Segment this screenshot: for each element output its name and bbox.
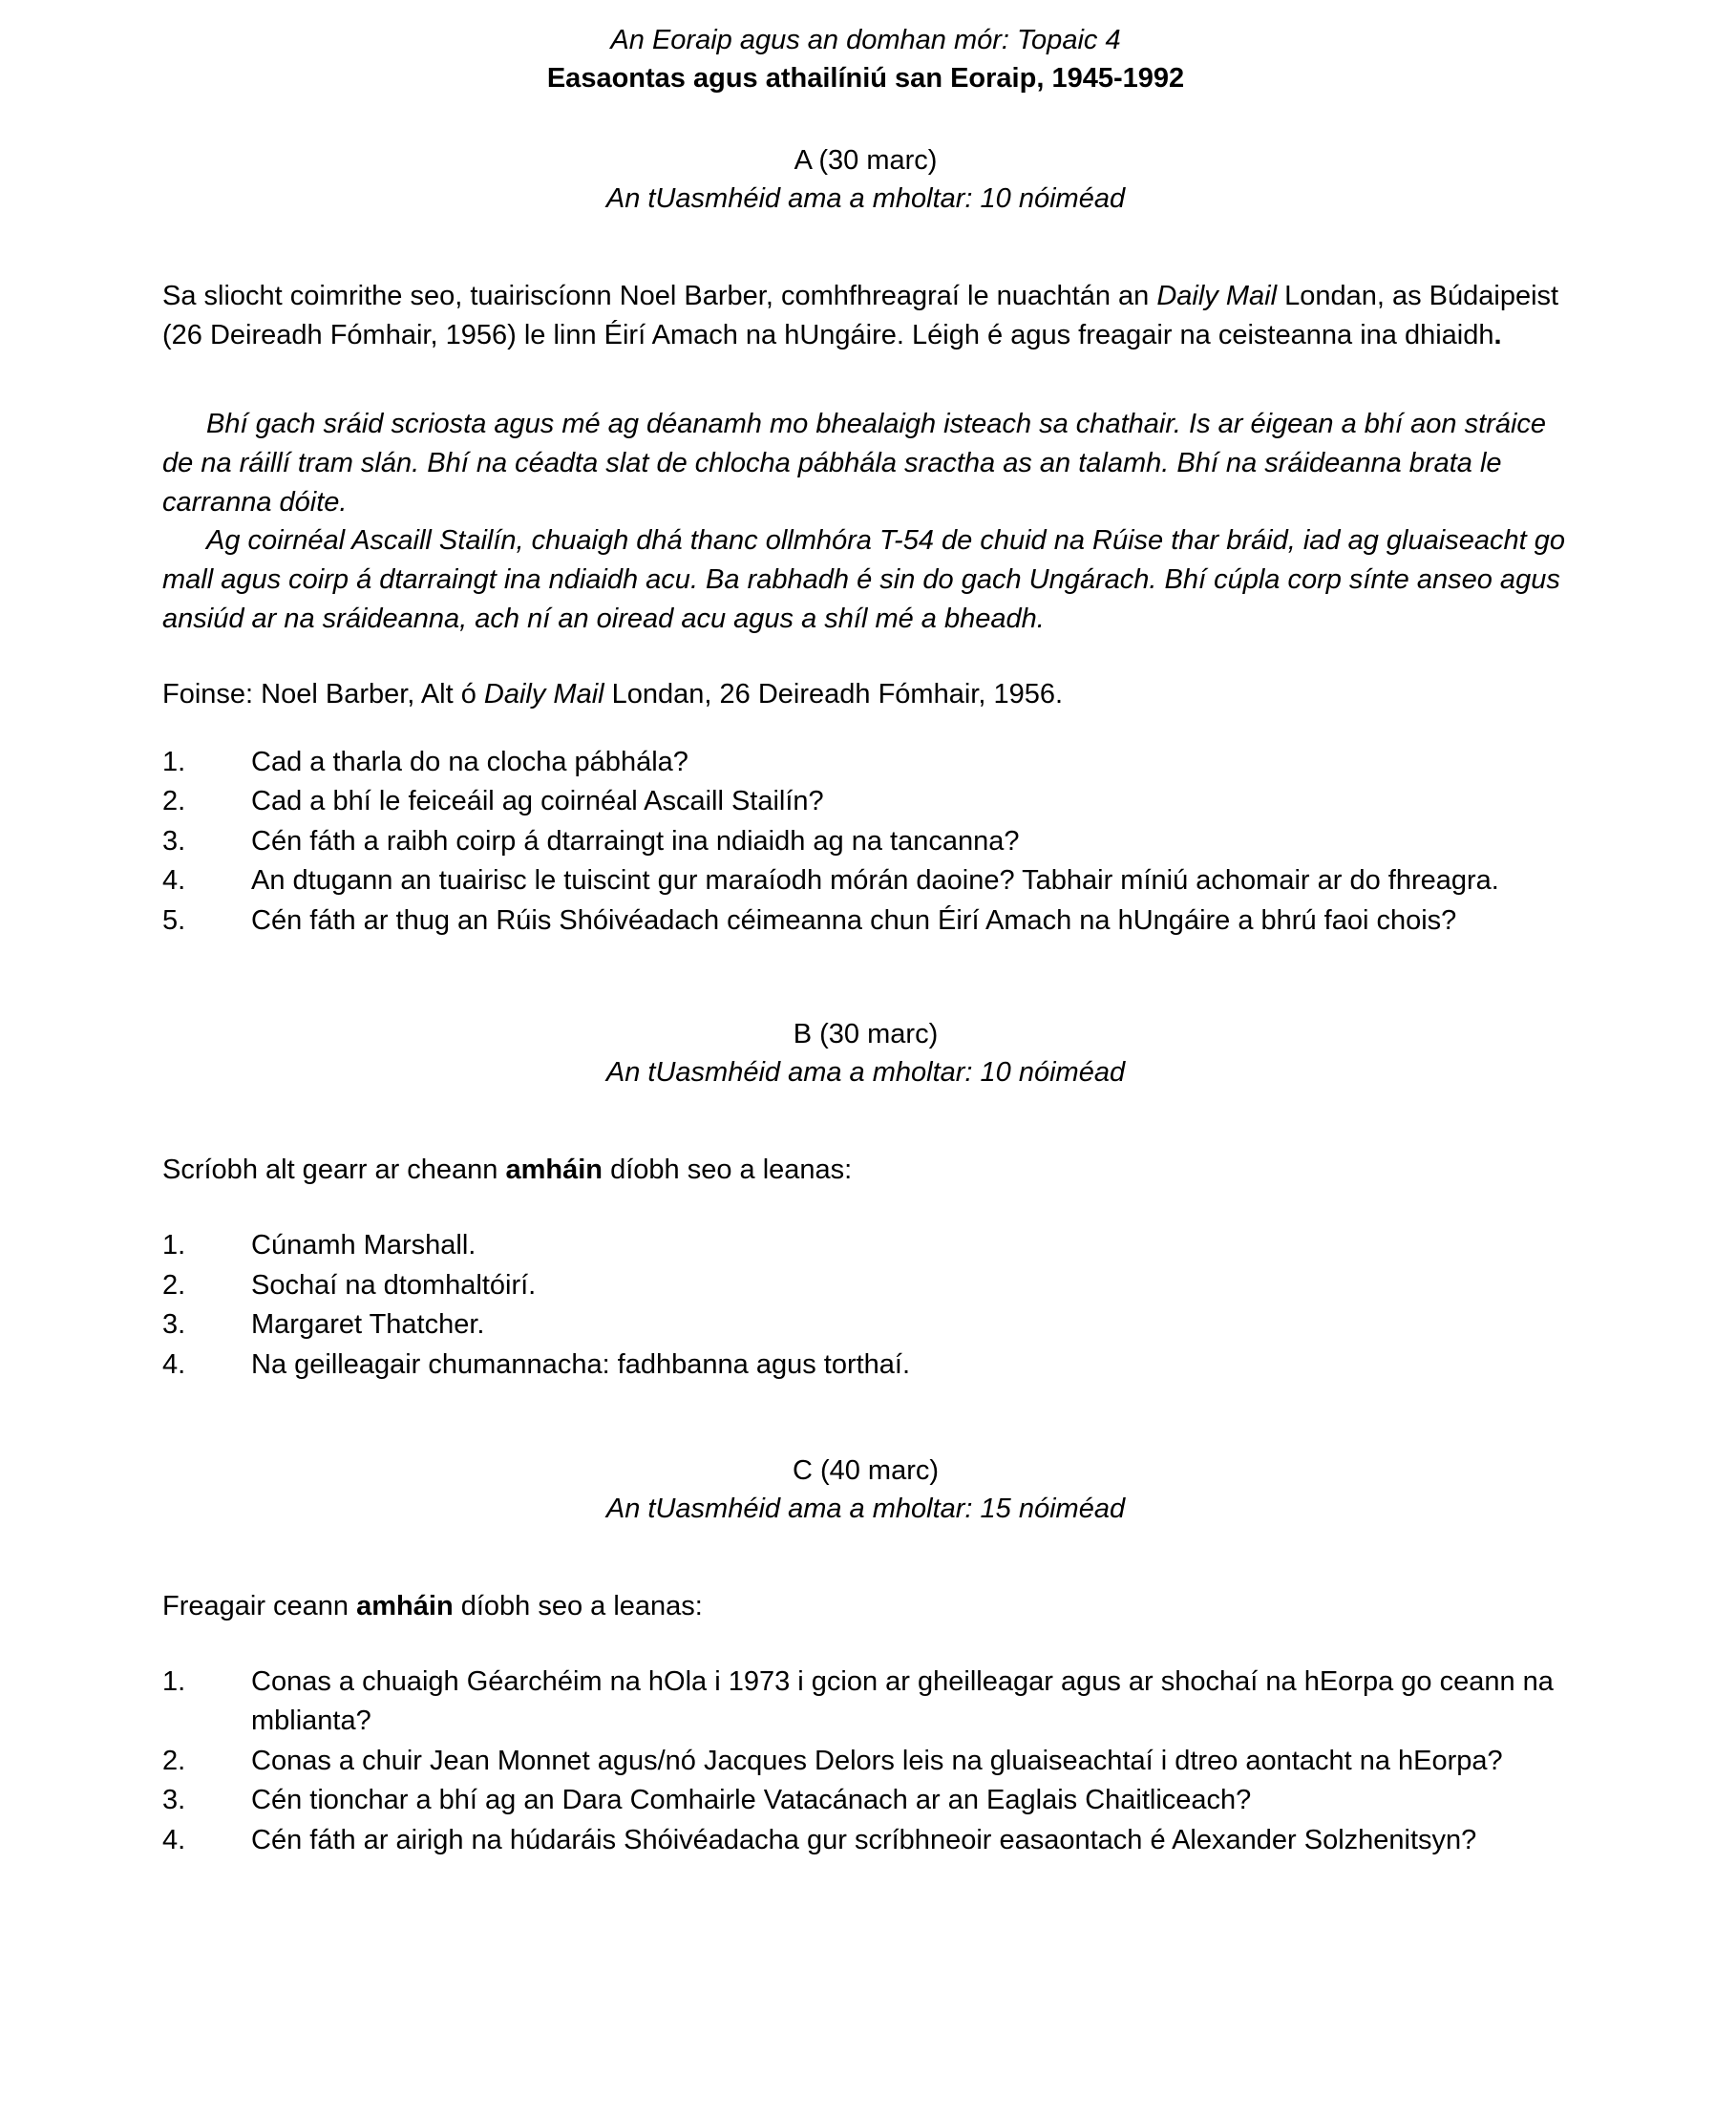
source-attribution bbox=[162, 675, 1569, 714]
section-a-intro bbox=[162, 277, 1569, 355]
topic-number: 1. bbox=[162, 1230, 186, 1261]
list-item bbox=[162, 782, 1569, 821]
list-item bbox=[162, 822, 1569, 861]
instruction-part2: díobh seo a leanas: bbox=[453, 1591, 703, 1622]
topic-number: 3. bbox=[162, 1309, 186, 1341]
section-c bbox=[162, 1452, 1569, 1860]
question-number: 3. bbox=[162, 825, 186, 857]
source-newspaper-name: Daily Mail bbox=[483, 679, 604, 710]
question-text: Conas a chuaigh Géarchéim na hOla i 1973 i gcion ar gheilleagar agus ar shochaí na hEorpa go ceann na mblianta? bbox=[251, 1665, 1554, 1737]
list-item bbox=[162, 1781, 1569, 1820]
instruction-part1: Scríobh alt gearr ar cheann bbox=[162, 1155, 506, 1186]
topic-text: Sochaí na dtomhaltóirí. bbox=[251, 1269, 537, 1301]
section-b-time: An tUasmhéid ama a mholtar: 10 nóiméad bbox=[605, 1057, 1126, 1089]
instruction-part2: díobh seo a leanas: bbox=[603, 1155, 853, 1186]
question-text: Cad a tharla do na clocha pábhála? bbox=[251, 746, 688, 777]
section-a-time: An tUasmhéid ama a mholtar: 10 nóiméad bbox=[605, 183, 1126, 215]
list-item bbox=[162, 1346, 1569, 1385]
section-a-title: A (30 marc) bbox=[794, 145, 938, 177]
intro-text-part1: Sa sliocht coimrithe seo, tuairiscíonn Noel Barber, comhfhreagraí le nuachtán an bbox=[162, 281, 1157, 312]
section-c-instruction bbox=[162, 1587, 1569, 1626]
list-item bbox=[162, 1821, 1569, 1860]
topic-text: Margaret Thatcher. bbox=[251, 1309, 485, 1341]
question-text: Cén fáth ar airigh na húdaráis Shóivéadacha gur scríbhneoir easaontach é Alexander Solzhenitsyn? bbox=[251, 1824, 1477, 1855]
list-item bbox=[162, 1266, 1569, 1305]
question-text: Cén tionchar a bhí ag an Dara Comhairle Vatacánach ar an Eaglais Chaitliceach? bbox=[251, 1785, 1252, 1816]
question-number: 5. bbox=[162, 904, 186, 936]
intro-end-period: . bbox=[1493, 319, 1502, 350]
question-text: An dtugann an tuairisc le tuiscint gur maraíodh mórán daoine? Tabhair míniú achomair ar do fhreagra. bbox=[251, 865, 1499, 897]
question-text: Cén fáth a raibh coirp á dtarraingt ina ndiaidh ag na tancanna? bbox=[251, 825, 1020, 857]
document-header bbox=[162, 21, 1569, 97]
source-text-part1: Foinse: Noel Barber, Alt ó bbox=[162, 679, 484, 710]
list-item bbox=[162, 1742, 1569, 1781]
instruction-emphasis: amháin bbox=[505, 1155, 603, 1186]
question-number: 1. bbox=[162, 746, 186, 777]
question-number: 1. bbox=[162, 1665, 186, 1697]
header-topic-line: An Eoraip agus an domhan mór: Topaic 4 bbox=[610, 25, 1121, 55]
question-text: Cén fáth ar thug an Rúis Shóivéadach céimeanna chun Éirí Amach na hUngáire a bhrú faoi chois? bbox=[251, 904, 1457, 936]
list-item bbox=[162, 1663, 1569, 1742]
list-item bbox=[162, 1226, 1569, 1265]
section-c-question-list bbox=[162, 1663, 1569, 1860]
question-text: Conas a chuir Jean Monnet agus/nó Jacques Delors leis na gluaiseachtaí i dtreo aontacht na hEorpa? bbox=[251, 1745, 1503, 1776]
topic-text: Na geilleagair chumannacha: fadhbanna agus torthaí. bbox=[251, 1348, 911, 1380]
instruction-part1: Freagair ceann bbox=[162, 1591, 357, 1622]
list-item bbox=[162, 901, 1569, 941]
topic-number: 4. bbox=[162, 1348, 186, 1380]
intro-text-part2: Londan, as Búdaipeist (26 Deireadh Fómhair, 1956) le linn Éirí Amach na hUngáire. Léigh é agus freagair na ceisteanna ina dhiaidh bbox=[162, 281, 1559, 350]
header-title-line: Easaontas agus athailíniú san Eoraip, 1945-1992 bbox=[546, 63, 1185, 95]
list-item bbox=[162, 743, 1569, 782]
question-text: Cad a bhí le feiceáil ag coirnéal Ascaill Stailín? bbox=[251, 786, 824, 817]
question-number: 3. bbox=[162, 1785, 186, 1816]
section-a-heading bbox=[162, 141, 1569, 218]
section-c-heading bbox=[162, 1452, 1569, 1528]
list-item bbox=[162, 1305, 1569, 1345]
quote-paragraph-2: Ag coirnéal Ascaill Stailín, chuaigh dhá thanc ollmhóra T-54 de chuid na Rúise thar bráid, iad ag gluaiseacht go mall agus coirp á dtarraingt ina ndiaidh acu. Ba rabhadh é sin do gach Ungárach. Bhí cúpla corp sínte anseo agus ansiúd ar na sráideanna, ach ní an oiread acu agus a shíl mé a bheadh. bbox=[162, 525, 1565, 635]
question-number: 4. bbox=[162, 865, 186, 897]
section-b bbox=[162, 1015, 1569, 1385]
topic-number: 2. bbox=[162, 1269, 186, 1301]
section-c-time: An tUasmhéid ama a mholtar: 15 nóiméad bbox=[605, 1494, 1126, 1525]
topic-text: Cúnamh Marshall. bbox=[251, 1230, 476, 1261]
intro-newspaper-name: Daily Mail bbox=[1156, 281, 1278, 312]
question-number: 2. bbox=[162, 786, 186, 817]
quote-paragraph-1: Bhí gach sráid scriosta agus mé ag déanamh mo bhealaigh isteach sa chathair. Is ar éigean a bhí aon stráice de na ráillí tram slán. Bhí na céadta slat de chlocha pábhála sractha as an talamh. Bhí na sráideanna brata le carranna dóite. bbox=[162, 408, 1547, 518]
question-number: 2. bbox=[162, 1745, 186, 1776]
question-number: 4. bbox=[162, 1824, 186, 1855]
section-a-question-list bbox=[162, 743, 1569, 941]
source-extract-quote bbox=[162, 405, 1569, 639]
section-b-title: B (30 marc) bbox=[793, 1019, 939, 1050]
instruction-emphasis: amháin bbox=[356, 1591, 454, 1622]
list-item bbox=[162, 861, 1569, 901]
section-b-topic-list bbox=[162, 1226, 1569, 1385]
section-a bbox=[162, 141, 1569, 941]
source-text-part2: Londan, 26 Deireadh Fómhair, 1956. bbox=[603, 679, 1064, 710]
section-b-instruction bbox=[162, 1151, 1569, 1190]
section-b-heading bbox=[162, 1015, 1569, 1091]
section-c-title: C (40 marc) bbox=[792, 1455, 940, 1487]
